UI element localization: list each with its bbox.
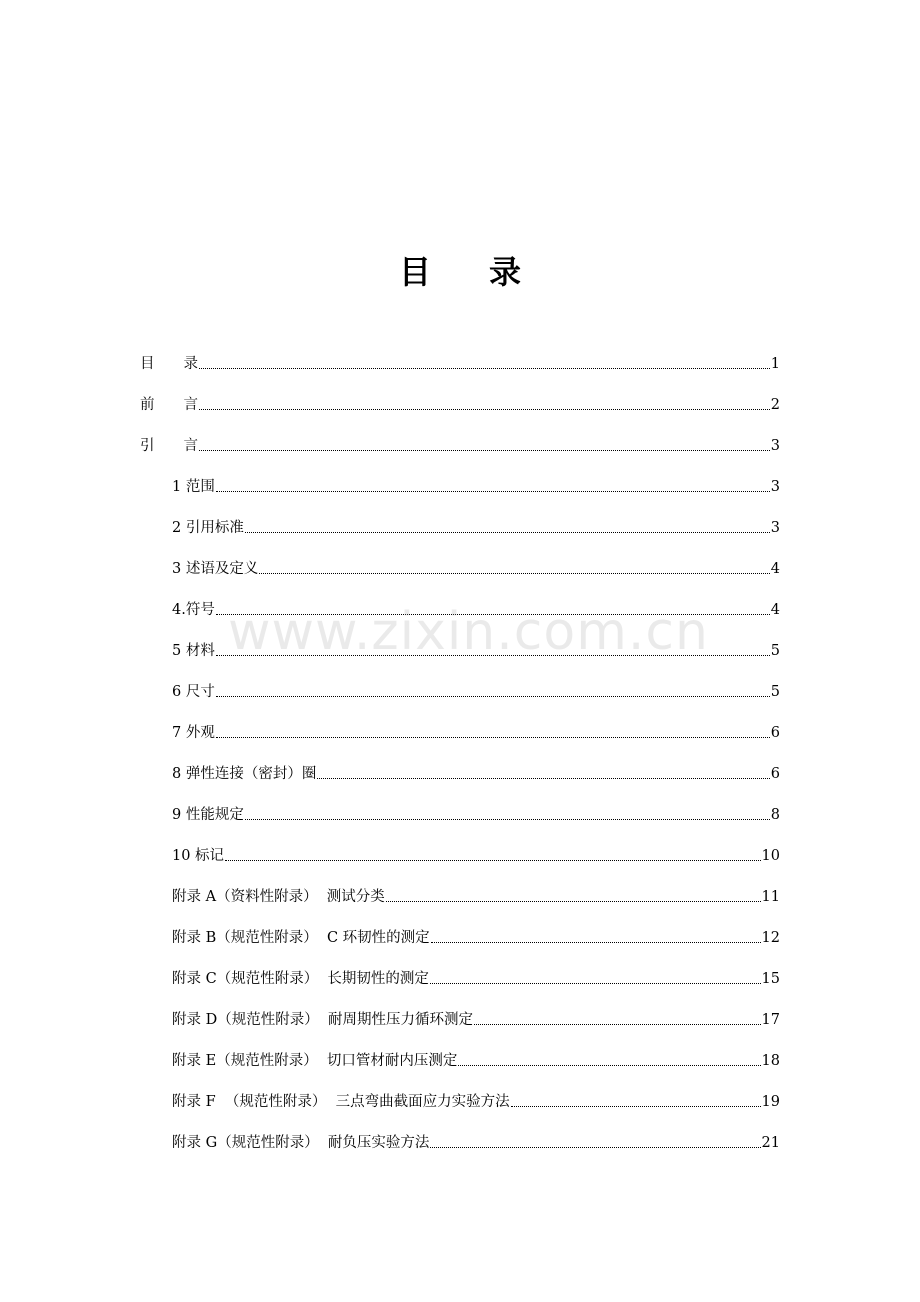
toc-entry[interactable] — [172, 887, 780, 907]
toc-leader-dots — [511, 1105, 761, 1107]
toc-entry-label: 5 材料 — [172, 643, 215, 659]
toc-entry[interactable] — [172, 477, 780, 497]
toc-leader-dots — [199, 367, 770, 369]
toc-entry[interactable] — [172, 518, 780, 538]
toc-entry[interactable] — [172, 1051, 780, 1071]
toc-leader-dots — [317, 777, 769, 779]
toc-entry-page: 3 — [770, 438, 780, 454]
toc-entry-page: 3 — [770, 479, 780, 495]
toc-entry-label: 前 言 — [140, 397, 198, 413]
toc-entry[interactable] — [172, 969, 780, 989]
toc-entry-page: 18 — [761, 1053, 780, 1069]
toc-entry-label: 引 言 — [140, 438, 198, 454]
toc-entry[interactable] — [172, 1010, 780, 1030]
toc-entry-label: 附录 B（规范性附录） C 环韧性的测定 — [172, 930, 430, 946]
toc-entry-label: 6 尺寸 — [172, 684, 215, 700]
toc-entry-label: 4.符号 — [172, 602, 215, 618]
toc-entry-page: 5 — [770, 684, 780, 700]
toc-leader-dots — [225, 859, 760, 861]
toc-leader-dots — [216, 695, 770, 697]
toc-entry[interactable] — [172, 641, 780, 661]
toc-entry-label: 附录 G（规范性附录） 耐负压实验方法 — [172, 1135, 430, 1151]
toc-entry-label: 附录 E（规范性附录） 切口管材耐内压测定 — [172, 1053, 458, 1069]
toc-entry[interactable] — [140, 395, 780, 415]
toc-entry[interactable] — [172, 928, 780, 948]
toc-entry-page: 19 — [761, 1094, 780, 1110]
toc-leader-dots — [216, 613, 770, 615]
toc-leader-dots — [216, 490, 770, 492]
toc-entry[interactable] — [172, 1133, 780, 1153]
toc-entry[interactable] — [140, 436, 780, 456]
toc-entry-label: 10 标记 — [172, 848, 225, 864]
toc-leader-dots — [216, 736, 770, 738]
toc-entry-page: 17 — [761, 1012, 780, 1028]
toc-entry[interactable] — [172, 682, 780, 702]
toc-entry[interactable] — [172, 559, 780, 579]
toc-leader-dots — [430, 982, 761, 984]
toc-entry-page: 4 — [770, 602, 780, 618]
toc-entry-label: 9 性能规定 — [172, 807, 244, 823]
toc-entry-label: 目 录 — [140, 356, 198, 372]
toc-entry-label: 3 述语及定义 — [172, 561, 259, 577]
toc-entry-page: 8 — [770, 807, 780, 823]
toc-leader-dots — [216, 654, 770, 656]
toc-entry[interactable] — [172, 805, 780, 825]
toc-entry[interactable] — [172, 764, 780, 784]
toc-entry-page: 6 — [770, 766, 780, 782]
toc-leader-dots — [430, 1146, 760, 1148]
toc-leader-dots — [474, 1023, 761, 1025]
toc-entry-label: 附录 A（资料性附录） 测试分类 — [172, 889, 385, 905]
toc-entry-page: 10 — [761, 848, 780, 864]
toc-leader-dots — [386, 900, 761, 902]
toc-entry-page: 11 — [761, 889, 780, 905]
toc-entry-page: 6 — [770, 725, 780, 741]
toc-entry-label: 8 弹性连接（密封）圈 — [172, 766, 317, 782]
toc-entry-label: 2 引用标准 — [172, 520, 244, 536]
toc-leader-dots — [245, 531, 770, 533]
toc-entry[interactable] — [140, 354, 780, 374]
toc-leader-dots — [199, 408, 770, 410]
toc-entry-label: 附录 F （规范性附录） 三点弯曲截面应力实验方法 — [172, 1094, 510, 1110]
toc-entry-page: 15 — [761, 971, 780, 987]
toc-entry-label: 7 外观 — [172, 725, 215, 741]
toc-entry-page: 21 — [761, 1135, 780, 1151]
toc-entry-page: 4 — [770, 561, 780, 577]
toc-entry-label: 附录 C（规范性附录） 长期韧性的测定 — [172, 971, 429, 987]
toc-entry[interactable] — [172, 723, 780, 743]
toc-entry-label: 1 范围 — [172, 479, 215, 495]
toc-entry-page: 5 — [770, 643, 780, 659]
toc-leader-dots — [259, 572, 769, 574]
toc-entry[interactable] — [172, 846, 780, 866]
toc-entry-page: 12 — [761, 930, 780, 946]
toc-entry[interactable] — [172, 1092, 780, 1112]
toc-leader-dots — [431, 941, 761, 943]
toc-entry-page: 3 — [770, 520, 780, 536]
title-char-2: 录 — [489, 253, 522, 291]
toc-entry[interactable] — [172, 600, 780, 620]
title-char-1: 目 — [398, 253, 431, 291]
toc-entry-page: 2 — [770, 397, 780, 413]
toc-leader-dots — [199, 449, 770, 451]
page-title — [0, 248, 920, 296]
toc-entry-label: 附录 D（规范性附录） 耐周期性压力循环测定 — [172, 1012, 473, 1028]
toc-entry-page: 1 — [770, 356, 780, 372]
toc-leader-dots — [458, 1064, 760, 1066]
toc-leader-dots — [245, 818, 770, 820]
watermark-text: www.zixin.com.cn — [228, 602, 709, 662]
